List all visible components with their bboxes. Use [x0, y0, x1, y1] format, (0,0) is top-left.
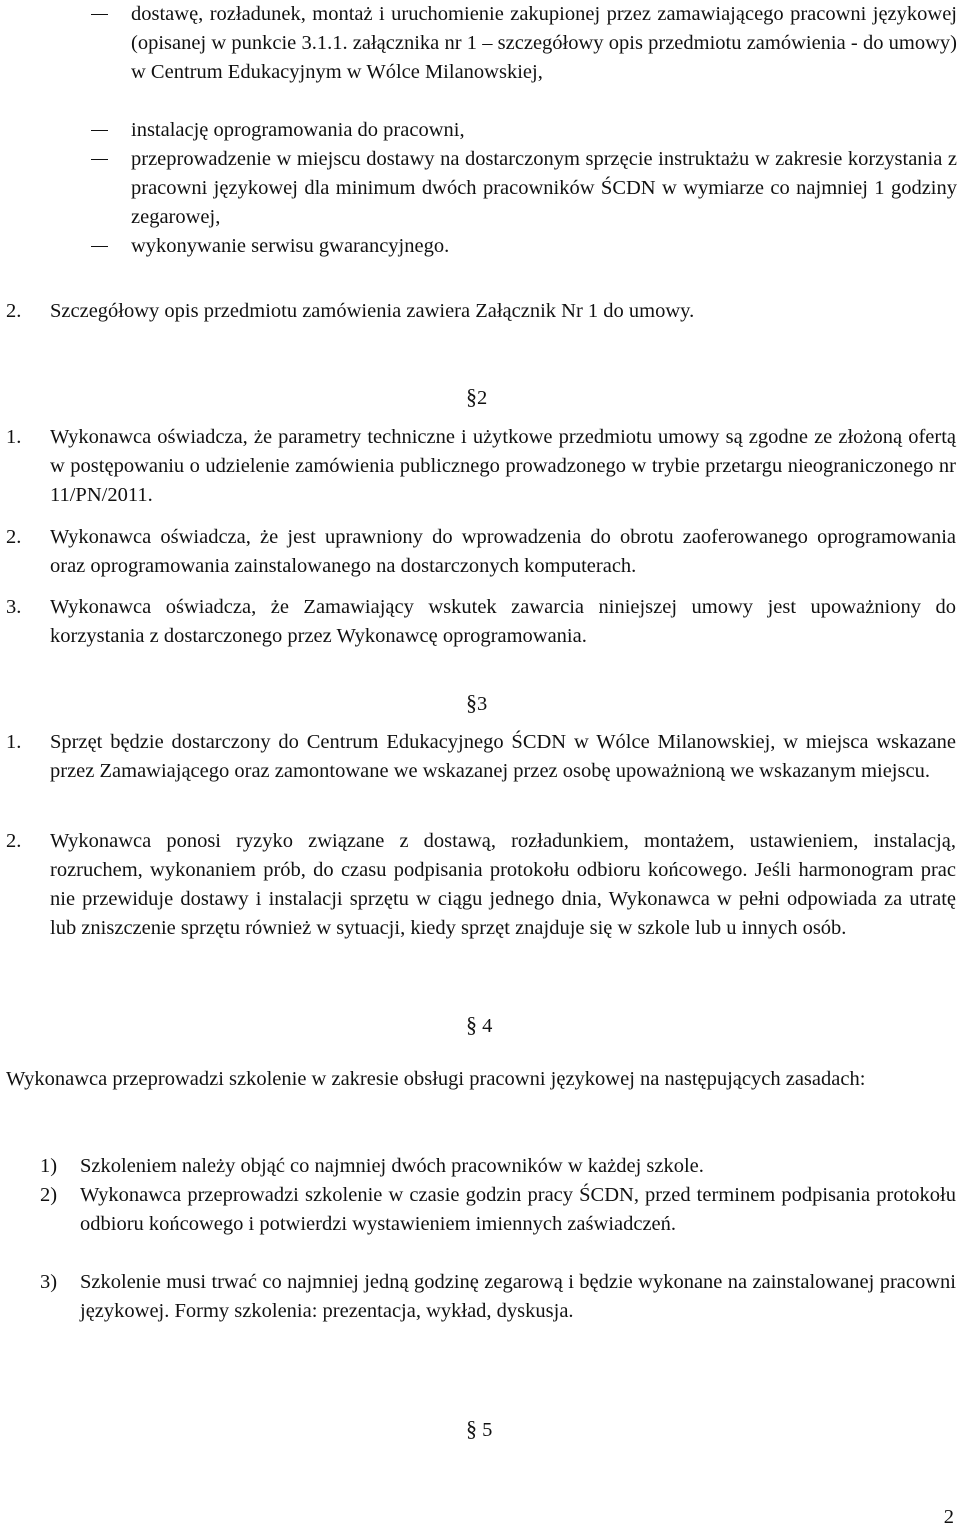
ordered-list-item	[40, 1181, 956, 1239]
paragraph-text: Wykonawca oświadcza, że parametry techniczne i użytkowe przedmiotu umowy są zgodne ze złożoną ofertą w postępowaniu o udzielenie zamówienia publicznego prowadzonego w trybie przetargu nieograniczonego nr 11/PN/2011.	[50, 426, 956, 506]
list-item-text: Wykonawca przeprowadzi szkolenie w czasie godzin pracy ŚCDN, przed terminem podpisania protokołu odbioru końcowego i potwierdzi wystawieniem imiennych zaświadczeń.	[80, 1184, 956, 1235]
list-item-number: 2)	[40, 1184, 58, 1206]
paragraph-text: Szczegółowy opis przedmiotu zamówienia zawiera Załącznik Nr 1 do umowy.	[50, 300, 695, 322]
numbered-paragraph	[6, 523, 956, 581]
ordered-list-item	[40, 1268, 956, 1326]
page-number: 2	[943, 1506, 954, 1528]
list-item-text: Szkoleniem należy objąć co najmniej dwóch pracowników w każdej szkole.	[80, 1155, 704, 1177]
section-number: 5	[482, 1419, 493, 1441]
dash-bullet	[91, 159, 108, 160]
paragraph-text: Wykonawca ponosi ryzyko związane z dostawą, rozładunkiem, montażem, ustawieniem, instalacją, rozruchem, wykonaniem prób, do czasu podpisania protokołu odbioru końcowego. Jeśli harmonogram prac nie przewiduje dostawy i instalacji sprzętu w ciągu jednego dnia, Wykonawca w pełni odpowiada za utratę lub zniszczenie sprzętu również w sytuacji, kiedy sprzęt znajduje się w szkole lub u innych osób.	[50, 830, 956, 939]
paragraph-number: 3.	[6, 596, 22, 618]
section-heading	[466, 382, 487, 413]
dash-bullet	[91, 246, 108, 247]
numbered-paragraph	[6, 297, 956, 326]
section-heading	[466, 688, 487, 719]
list-item-text: instalację oprogramowania do pracowni,	[131, 119, 465, 141]
list-item	[91, 0, 957, 87]
numbered-paragraph	[6, 423, 956, 510]
dash-bullet	[91, 130, 108, 131]
list-item-text: Szkolenie musi trwać co najmniej jedną godzinę zegarową i będzie wykonane na zainstalowanej pracowni językowej. Formy szkolenia: prezentacja, wykład, dyskusja.	[80, 1271, 956, 1322]
paragraph-number: 2.	[6, 300, 22, 322]
section-symbol: §	[466, 690, 477, 715]
dash-bullet	[91, 14, 108, 15]
paragraph-number: 2.	[6, 830, 22, 852]
list-item	[91, 232, 957, 261]
section-heading	[466, 1414, 492, 1445]
paragraph-number: 1.	[6, 731, 22, 753]
section-intro: Wykonawca przeprowadzi szkolenie w zakresie obsługi pracowni językowej na następujących zasadach:	[6, 1068, 866, 1090]
list-item-text: wykonywanie serwisu gwarancyjnego.	[131, 235, 450, 257]
paragraph-text: Sprzęt będzie dostarczony do Centrum Edukacyjnego ŚCDN w Wólce Milanowskiej, w miejsca wskazane przez Zamawiającego oraz zamontowane we wskazanej przez osobę upoważnioną we wskazanym miejscu.	[50, 731, 956, 782]
numbered-paragraph	[6, 728, 956, 786]
paragraph-text: Wykonawca oświadcza, że jest uprawniony do wprowadzenia do obrotu zaoferowanego oprogramowania oraz oprogramowania zainstalowanego na dostarczonych komputerach.	[50, 526, 956, 577]
list-item	[91, 116, 957, 145]
section-number: 2	[477, 387, 488, 409]
list-item-text: dostawę, rozładunek, montaż i uruchomienie zakupionej przez zamawiającego pracowni językowej (opisanej w punkcie 3.1.1. załącznika nr 1 – szczegółowy opis przedmiotu zamówienia - do umowy) w Centrum Edukacyjnym w Wólce Milanowskiej,	[131, 3, 957, 83]
numbered-paragraph	[6, 593, 956, 651]
section-symbol: §	[466, 1416, 477, 1441]
section-number: 3	[477, 693, 488, 715]
numbered-paragraph	[6, 827, 956, 943]
list-item-number: 1)	[40, 1155, 58, 1177]
section-symbol: §	[466, 1012, 477, 1037]
paragraph-number: 1.	[6, 426, 22, 448]
list-item-number: 3)	[40, 1271, 58, 1293]
section-symbol: §	[466, 384, 477, 409]
section-heading	[466, 1010, 492, 1041]
paragraph-number: 2.	[6, 526, 22, 548]
paragraph-text: Wykonawca oświadcza, że Zamawiający wskutek zawarcia niniejszej umowy jest upoważniony do korzystania z dostarczonego przez Wykonawcę oprogramowania.	[50, 596, 956, 647]
list-item-text: przeprowadzenie w miejscu dostawy na dostarczonym sprzęcie instruktażu w zakresie korzystania z pracowni językowej dla minimum dwóch pracowników ŚCDN w wymiarze co najmniej 1 godziny zegarowej,	[131, 148, 957, 228]
section-number: 4	[482, 1015, 493, 1037]
ordered-list-item	[40, 1152, 956, 1181]
list-item	[91, 145, 957, 232]
